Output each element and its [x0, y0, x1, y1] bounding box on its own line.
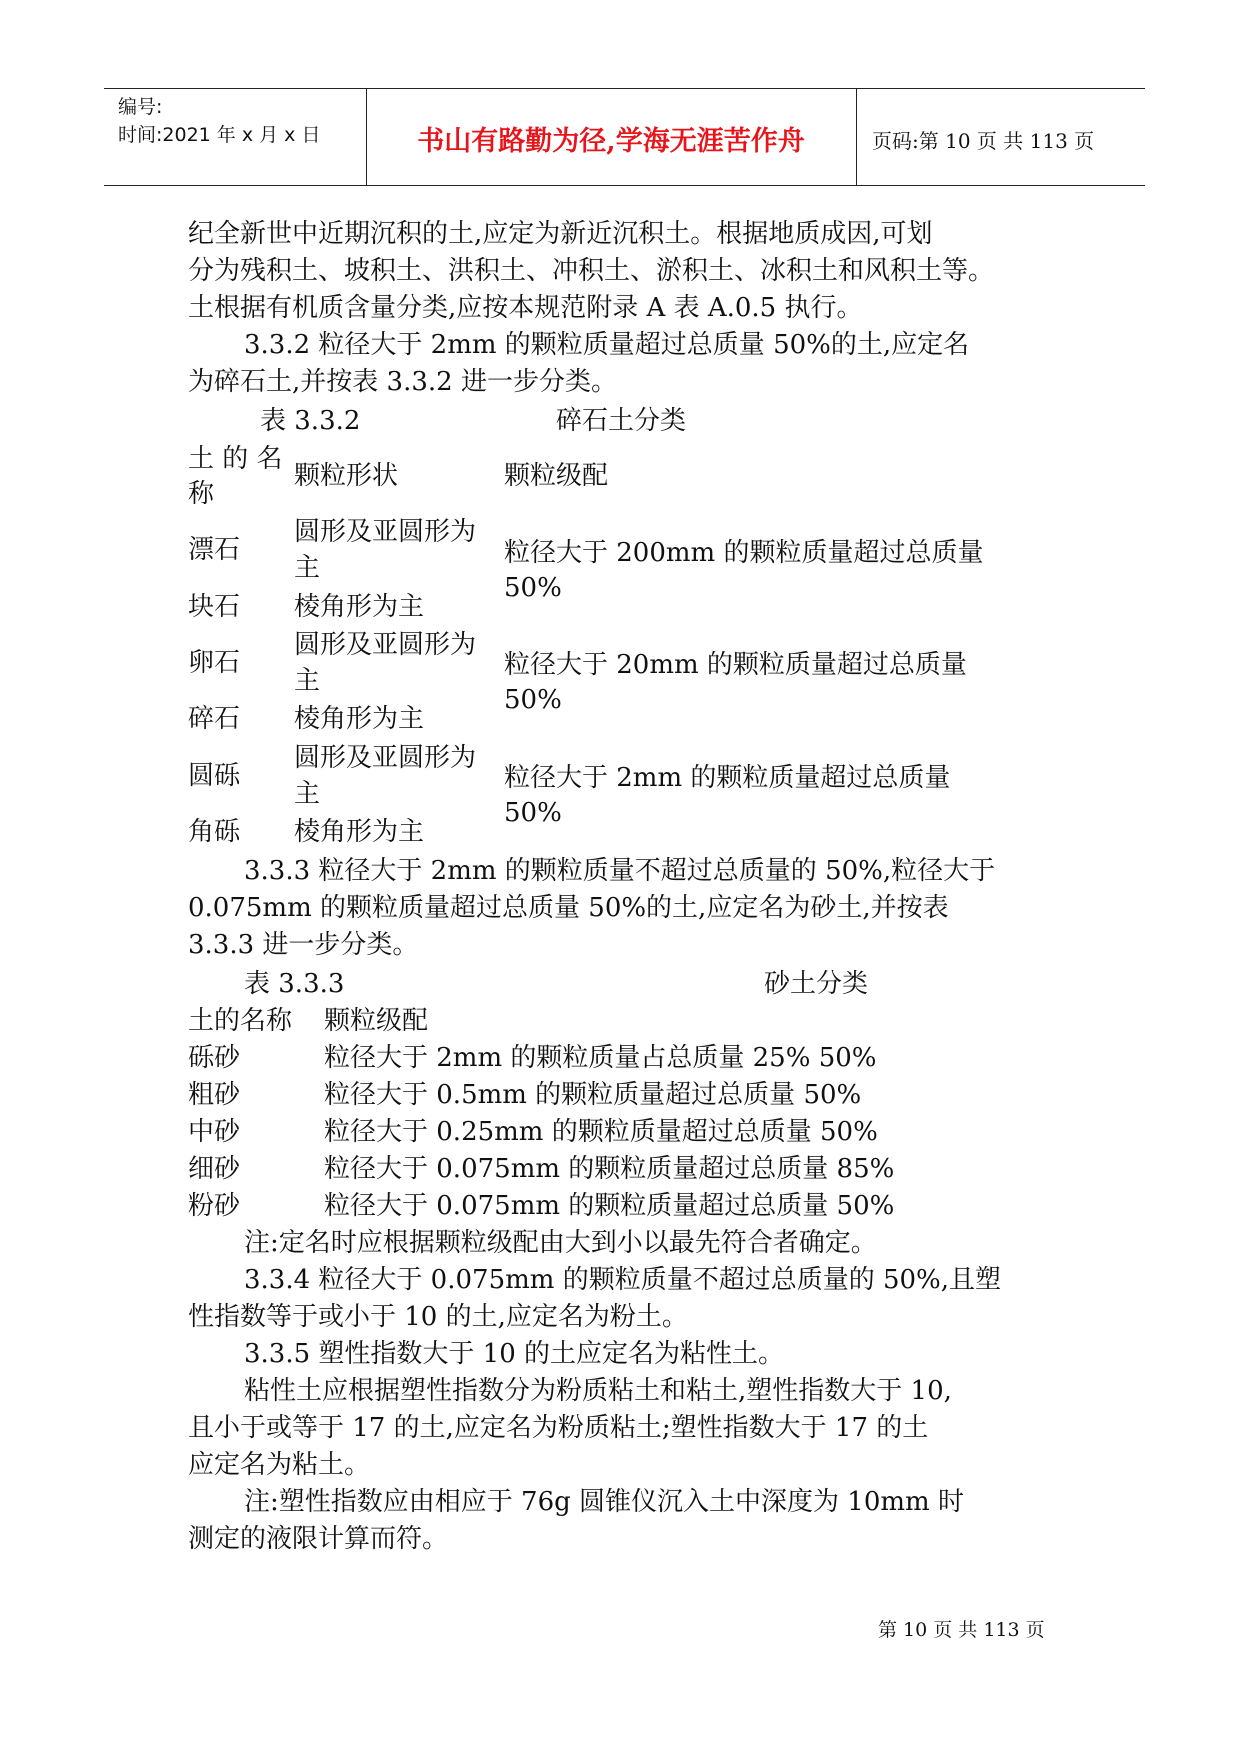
header-page-number: 页码:第 10 页 共 113 页: [872, 129, 1095, 153]
table-cell-name: 粗砂: [188, 1080, 241, 1110]
note-line: 注:塑性指数应由相应于 76g 圆锥仪沉入土中深度为 10mm 时: [244, 1487, 964, 1517]
body-line: 性指数等于或小于 10 的土,应定名为粉土。: [188, 1302, 688, 1332]
body-line: 土根据有机质含量分类,应按本规范附录 A 表 A.0.5 执行。: [188, 293, 863, 323]
body-line: 粘性土应根据塑性指数分为粉质粘土和粘土,塑性指数大于 10,: [244, 1376, 952, 1406]
table-cell-gradation: 50%: [504, 573, 562, 603]
note-line: 测定的液限计算而符。: [188, 1524, 449, 1554]
body-line: 纪全新世中近期沉积的土,应定为新近沉积土。根据地质成因,可划: [188, 219, 933, 249]
header-divider: [856, 89, 857, 185]
table-cell-gradation: 粒径大于 0.25mm 的颗粒质量超过总质量 50%: [324, 1117, 878, 1147]
table-cell-name: 角砾: [188, 817, 241, 847]
table-cell-shape: 主: [294, 779, 321, 809]
table-cell-gradation: 粒径大于 2mm 的颗粒质量超过总质量: [504, 763, 951, 793]
document-number-label: 编号:: [118, 96, 163, 118]
note-line: 注:定名时应根据颗粒级配由大到小以最先符合者确定。: [244, 1228, 877, 1258]
body-line: 应定名为粘土。: [188, 1450, 371, 1480]
table-header-name: 称: [188, 479, 215, 509]
table-cell-name: 块石: [188, 592, 241, 622]
table-cell-shape: 圆形及亚圆形为: [294, 517, 477, 547]
body-line: 且小于或等于 17 的土,应定名为粉质粘土;塑性指数大于 17 的土: [188, 1413, 929, 1443]
page-header: [104, 88, 1145, 186]
table-cell-name: 中砂: [188, 1117, 241, 1147]
body-line: 分为残积土、坡积土、洪积土、冲积土、淤积土、冰积土和风积土等。: [188, 256, 995, 286]
table-cell-gradation: 50%: [504, 685, 562, 715]
table-caption-title: 碎石土分类: [556, 406, 687, 436]
table-cell-gradation: 粒径大于 200mm 的颗粒质量超过总质量: [504, 538, 984, 568]
body-line: 0.075mm 的颗粒质量超过总质量 50%的土,应定名为砂土,并按表: [188, 893, 949, 923]
body-line: 3.3.5 塑性指数大于 10 的土应定名为粘性土。: [244, 1339, 785, 1369]
table-caption-number: 表 3.3.2: [260, 406, 361, 436]
table-caption-number: 表 3.3.3: [244, 969, 345, 999]
table-caption-title: 砂土分类: [764, 969, 869, 999]
footer-page-number: 第 10 页 共 113 页: [878, 1619, 1045, 1641]
table-cell-gradation: 粒径大于 20mm 的颗粒质量超过总质量: [504, 650, 967, 680]
table-cell-shape: 主: [294, 553, 321, 583]
table-header-shape: 颗粒形状: [294, 461, 399, 491]
table-cell-shape: 棱角形为主: [294, 592, 425, 622]
table-cell-shape: 棱角形为主: [294, 704, 425, 734]
table-cell-gradation: 粒径大于 0.075mm 的颗粒质量超过总质量 50%: [324, 1191, 895, 1221]
table-cell-name: 粉砂: [188, 1191, 241, 1221]
table-cell-shape: 主: [294, 666, 321, 696]
table-cell-name: 卵石: [188, 648, 241, 678]
table-cell-gradation: 50%: [504, 798, 562, 828]
body-line: 3.3.4 粒径大于 0.075mm 的颗粒质量不超过总质量的 50%,且塑: [244, 1265, 1002, 1295]
table-cell-shape: 圆形及亚圆形为: [294, 743, 477, 773]
table-cell-shape: 棱角形为主: [294, 817, 425, 847]
table-header-gradation: 颗粒级配: [504, 461, 609, 491]
body-line: 3.3.2 粒径大于 2mm 的颗粒质量超过总质量 50%的土,应定名: [244, 330, 970, 360]
table-cell-name: 砾砂: [188, 1043, 241, 1073]
table-cell-name: 圆砾: [188, 761, 241, 791]
table-header-name: 土 的 名: [188, 444, 283, 474]
table-header-name: 土的名称: [188, 1006, 293, 1036]
table-cell-name: 细砂: [188, 1154, 241, 1184]
header-motto: 书山有路勤为径,学海无涯苦作舟: [417, 126, 805, 157]
document-time-label: 时间:2021 年 x 月 x 日: [118, 124, 321, 146]
body-line: 为碎石土,并按表 3.3.2 进一步分类。: [188, 367, 617, 397]
table-header-gradation: 颗粒级配: [324, 1006, 429, 1036]
table-cell-name: 碎石: [188, 704, 241, 734]
table-cell-gradation: 粒径大于 0.075mm 的颗粒质量超过总质量 85%: [324, 1154, 895, 1184]
body-line: 3.3.3 进一步分类。: [188, 930, 419, 960]
table-cell-gradation: 粒径大于 0.5mm 的颗粒质量超过总质量 50%: [324, 1080, 862, 1110]
table-cell-name: 漂石: [188, 535, 241, 565]
table-cell-gradation: 粒径大于 2mm 的颗粒质量占总质量 25% 50%: [324, 1043, 877, 1073]
body-line: 3.3.3 粒径大于 2mm 的颗粒质量不超过总质量的 50%,粒径大于: [244, 856, 996, 886]
table-cell-shape: 圆形及亚圆形为: [294, 630, 477, 660]
header-meta: [118, 93, 320, 149]
